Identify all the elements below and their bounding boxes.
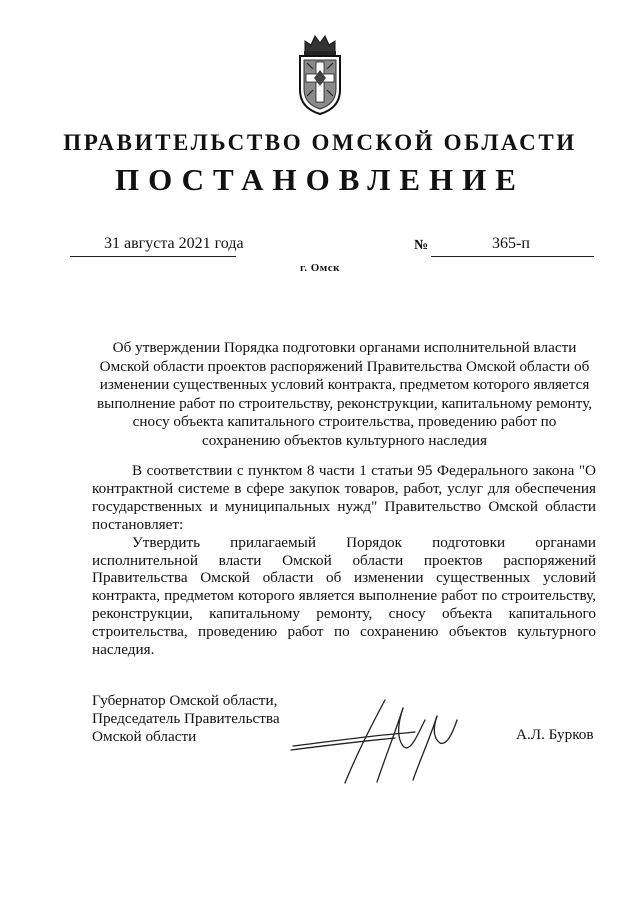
handwritten-signature bbox=[285, 688, 465, 788]
body-paragraph: Утвердить прилагаемый Порядок подготовки органами исполнительной власти Омской области проектов распоряжений Правительства Омской области об изменении существенных условий контракта, предметом которого является выполнение работ по строительству, реконструкции, капитальному ремонту, сносу объекта капитального строительства, проведению работ по сохранению объектов культурного наследия. bbox=[92, 533, 596, 659]
document-subject: Об утверждении Порядка подготовки органами исполнительной власти Омской области проектов распоряжений Правительства Омской области об изменении существенных условий контракта, предметом которого является выполнение работ по строительству, реконструкции, капитальному ремонту, сносу объекта капитального строительства, проведению работ по сохранению объектов культурного наследия bbox=[96, 339, 593, 449]
organization-title: ПРАВИТЕЛЬСТВО ОМСКОЙ ОБЛАСТИ bbox=[63, 130, 577, 155]
document-city: г. Омск bbox=[299, 262, 341, 274]
document-body bbox=[92, 462, 596, 659]
date-underline bbox=[70, 256, 236, 257]
document-type-title: ПОСТАНОВЛЕНИЕ bbox=[115, 162, 525, 197]
position-line: Омской области bbox=[92, 727, 197, 745]
document-number: 365-п bbox=[492, 235, 530, 252]
signatory-position bbox=[92, 692, 280, 746]
number-sign: № bbox=[414, 238, 429, 253]
coat-of-arms-icon bbox=[295, 32, 345, 116]
position-line: Губернатор Омской области, bbox=[92, 692, 278, 709]
position-line: Председатель Правительства bbox=[92, 709, 280, 727]
body-paragraph: В соответствии с пунктом 8 части 1 статьи 95 Федерального закона "О контрактной системе в сфере закупок товаров, работ, услуг для обеспечения государственных и муниципальных нужд" Правительство Омской области постановляет: bbox=[92, 462, 596, 533]
signatory-name: А.Л. Бурков bbox=[516, 726, 594, 743]
number-underline bbox=[431, 256, 594, 257]
document-date: 31 августа 2021 года bbox=[104, 235, 244, 252]
